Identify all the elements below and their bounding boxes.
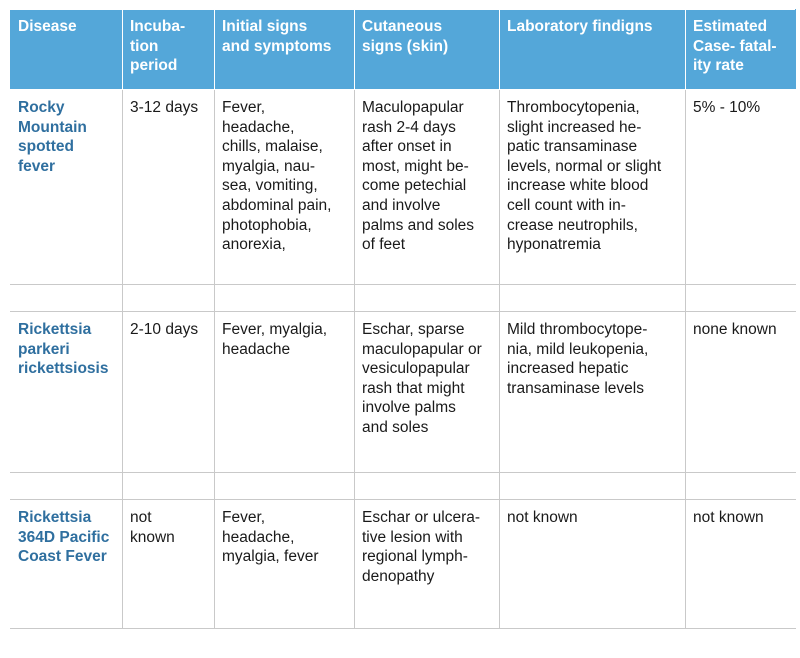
symptoms-cell: Fever, headache, chills, malaise, myalgia, nau- sea, vomiting, abdominal pain, photophobia, anorexia,	[215, 90, 355, 285]
empty-cell	[123, 473, 215, 500]
cutaneous-cell: Maculopapular rash 2-4 days after onset in most, might be- come petechial and involve palms and soles of feet	[355, 90, 500, 285]
table-row	[11, 90, 796, 285]
empty-cell	[355, 285, 500, 312]
empty-cell	[686, 473, 796, 500]
header-case-fatality-rate: Estimated Case- fatal- ity rate	[686, 10, 796, 90]
laboratory-cell: Mild thrombocytope- nia, mild leukopenia, increased hepatic transaminase levels	[500, 312, 686, 473]
laboratory-cell: Thrombocytopenia, slight increased he- patic transaminase levels, normal or slight increase white blood cell count with in- crease neutrophils, hyponatremia	[500, 90, 686, 285]
spacer-row	[11, 473, 796, 500]
disease-name: Rickettsia parkeri rickettsiosis	[11, 312, 123, 473]
empty-cell	[215, 473, 355, 500]
symptoms-cell: Fever, headache, myalgia, fever	[215, 500, 355, 629]
empty-cell	[500, 285, 686, 312]
fatality-cell: none known	[686, 312, 796, 473]
incubation-cell: 3-12 days	[123, 90, 215, 285]
header-initial-signs: Initial signs and symptoms	[215, 10, 355, 90]
empty-cell	[215, 285, 355, 312]
cutaneous-cell: Eschar, sparse maculopapular or vesiculopapular rash that might involve palms and soles	[355, 312, 500, 473]
symptoms-cell: Fever, myalgia, headache	[215, 312, 355, 473]
disease-name: Rocky Mountain spotted fever	[11, 90, 123, 285]
disease-comparison-table	[10, 9, 796, 629]
fatality-cell: not known	[686, 500, 796, 629]
header-cutaneous-signs: Cutaneous signs (skin)	[355, 10, 500, 90]
spacer-row	[11, 285, 796, 312]
table-row	[11, 312, 796, 473]
incubation-cell: 2-10 days	[123, 312, 215, 473]
table-header-row	[11, 10, 796, 90]
header-disease: Disease	[11, 10, 123, 90]
empty-cell	[686, 285, 796, 312]
cutaneous-cell: Eschar or ulcera- tive lesion with regional lymph- denopathy	[355, 500, 500, 629]
empty-cell	[11, 285, 123, 312]
empty-cell	[123, 285, 215, 312]
header-laboratory-findings: Laboratory findigns	[500, 10, 686, 90]
incubation-cell: not known	[123, 500, 215, 629]
disease-name: Rickettsia 364D Pacific Coast Fever	[11, 500, 123, 629]
empty-cell	[500, 473, 686, 500]
header-incubation-period: Incuba- tion period	[123, 10, 215, 90]
laboratory-cell: not known	[500, 500, 686, 629]
fatality-cell: 5% - 10%	[686, 90, 796, 285]
empty-cell	[11, 473, 123, 500]
table-row	[11, 500, 796, 629]
empty-cell	[355, 473, 500, 500]
